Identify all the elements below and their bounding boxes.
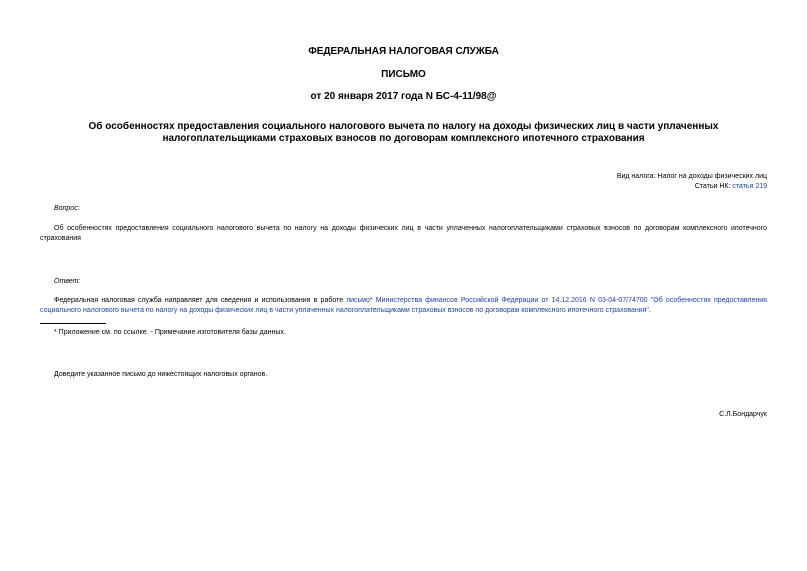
document-date-number: от 20 января 2017 года N БС-4-11/98@ [310,91,497,102]
nk-articles-label: Статьи НК: [694,183,733,190]
tax-type: Вид налога: Налог на доходы физических лиц [616,173,767,180]
footnote: * Приложение см. по ссылке. - Примечание изготовителя базы данных. [54,329,286,336]
nk-articles [695,182,767,192]
document-title: Об особенностях предоставления социального налогового вычета по налогу на доходы физических лиц в части уплаченных налогоплательщиками страховых взносов по договорам комплексного ипотечного страхования [88,121,719,144]
answer-text-before: Федеральная налоговая служба направляет для сведения и использования в работе [54,297,347,304]
question-label: Вопрос: [54,205,80,212]
footnote-divider [40,323,106,324]
nk-article-link[interactable]: статья 219 [732,183,767,190]
answer-label: Ответ: [54,278,81,285]
question-text: Об особенностях предоставления социального налогового вычета по налогу на доходы физических лиц в части уплаченных налогоплательщиками страховых взносов по договорам комплексного ипотечного страхования [40,225,767,242]
ministry-letter-link[interactable]: письмо* Министерства финансов Российской Федерации от 14.12.2016 N 03-04-07/74700 "Об особенностях предоставления социального налогового вычета по налогу на доходы физических лиц в части уплаченных налогоплательщиками страховых взносов по договорам комплексного ипотечного страхования" [40,297,767,314]
signature: С.Л.Бондарчук [719,411,767,418]
answer-text-after: . [648,307,651,314]
document-type: ПИСЬМО [381,69,426,80]
instruction-text: Доведите указанное письмо до нижестоящих налоговых органов. [54,371,268,378]
agency-name: ФЕДЕРАЛЬНАЯ НАЛОГОВАЯ СЛУЖБА [308,46,499,57]
answer-text [40,296,767,316]
